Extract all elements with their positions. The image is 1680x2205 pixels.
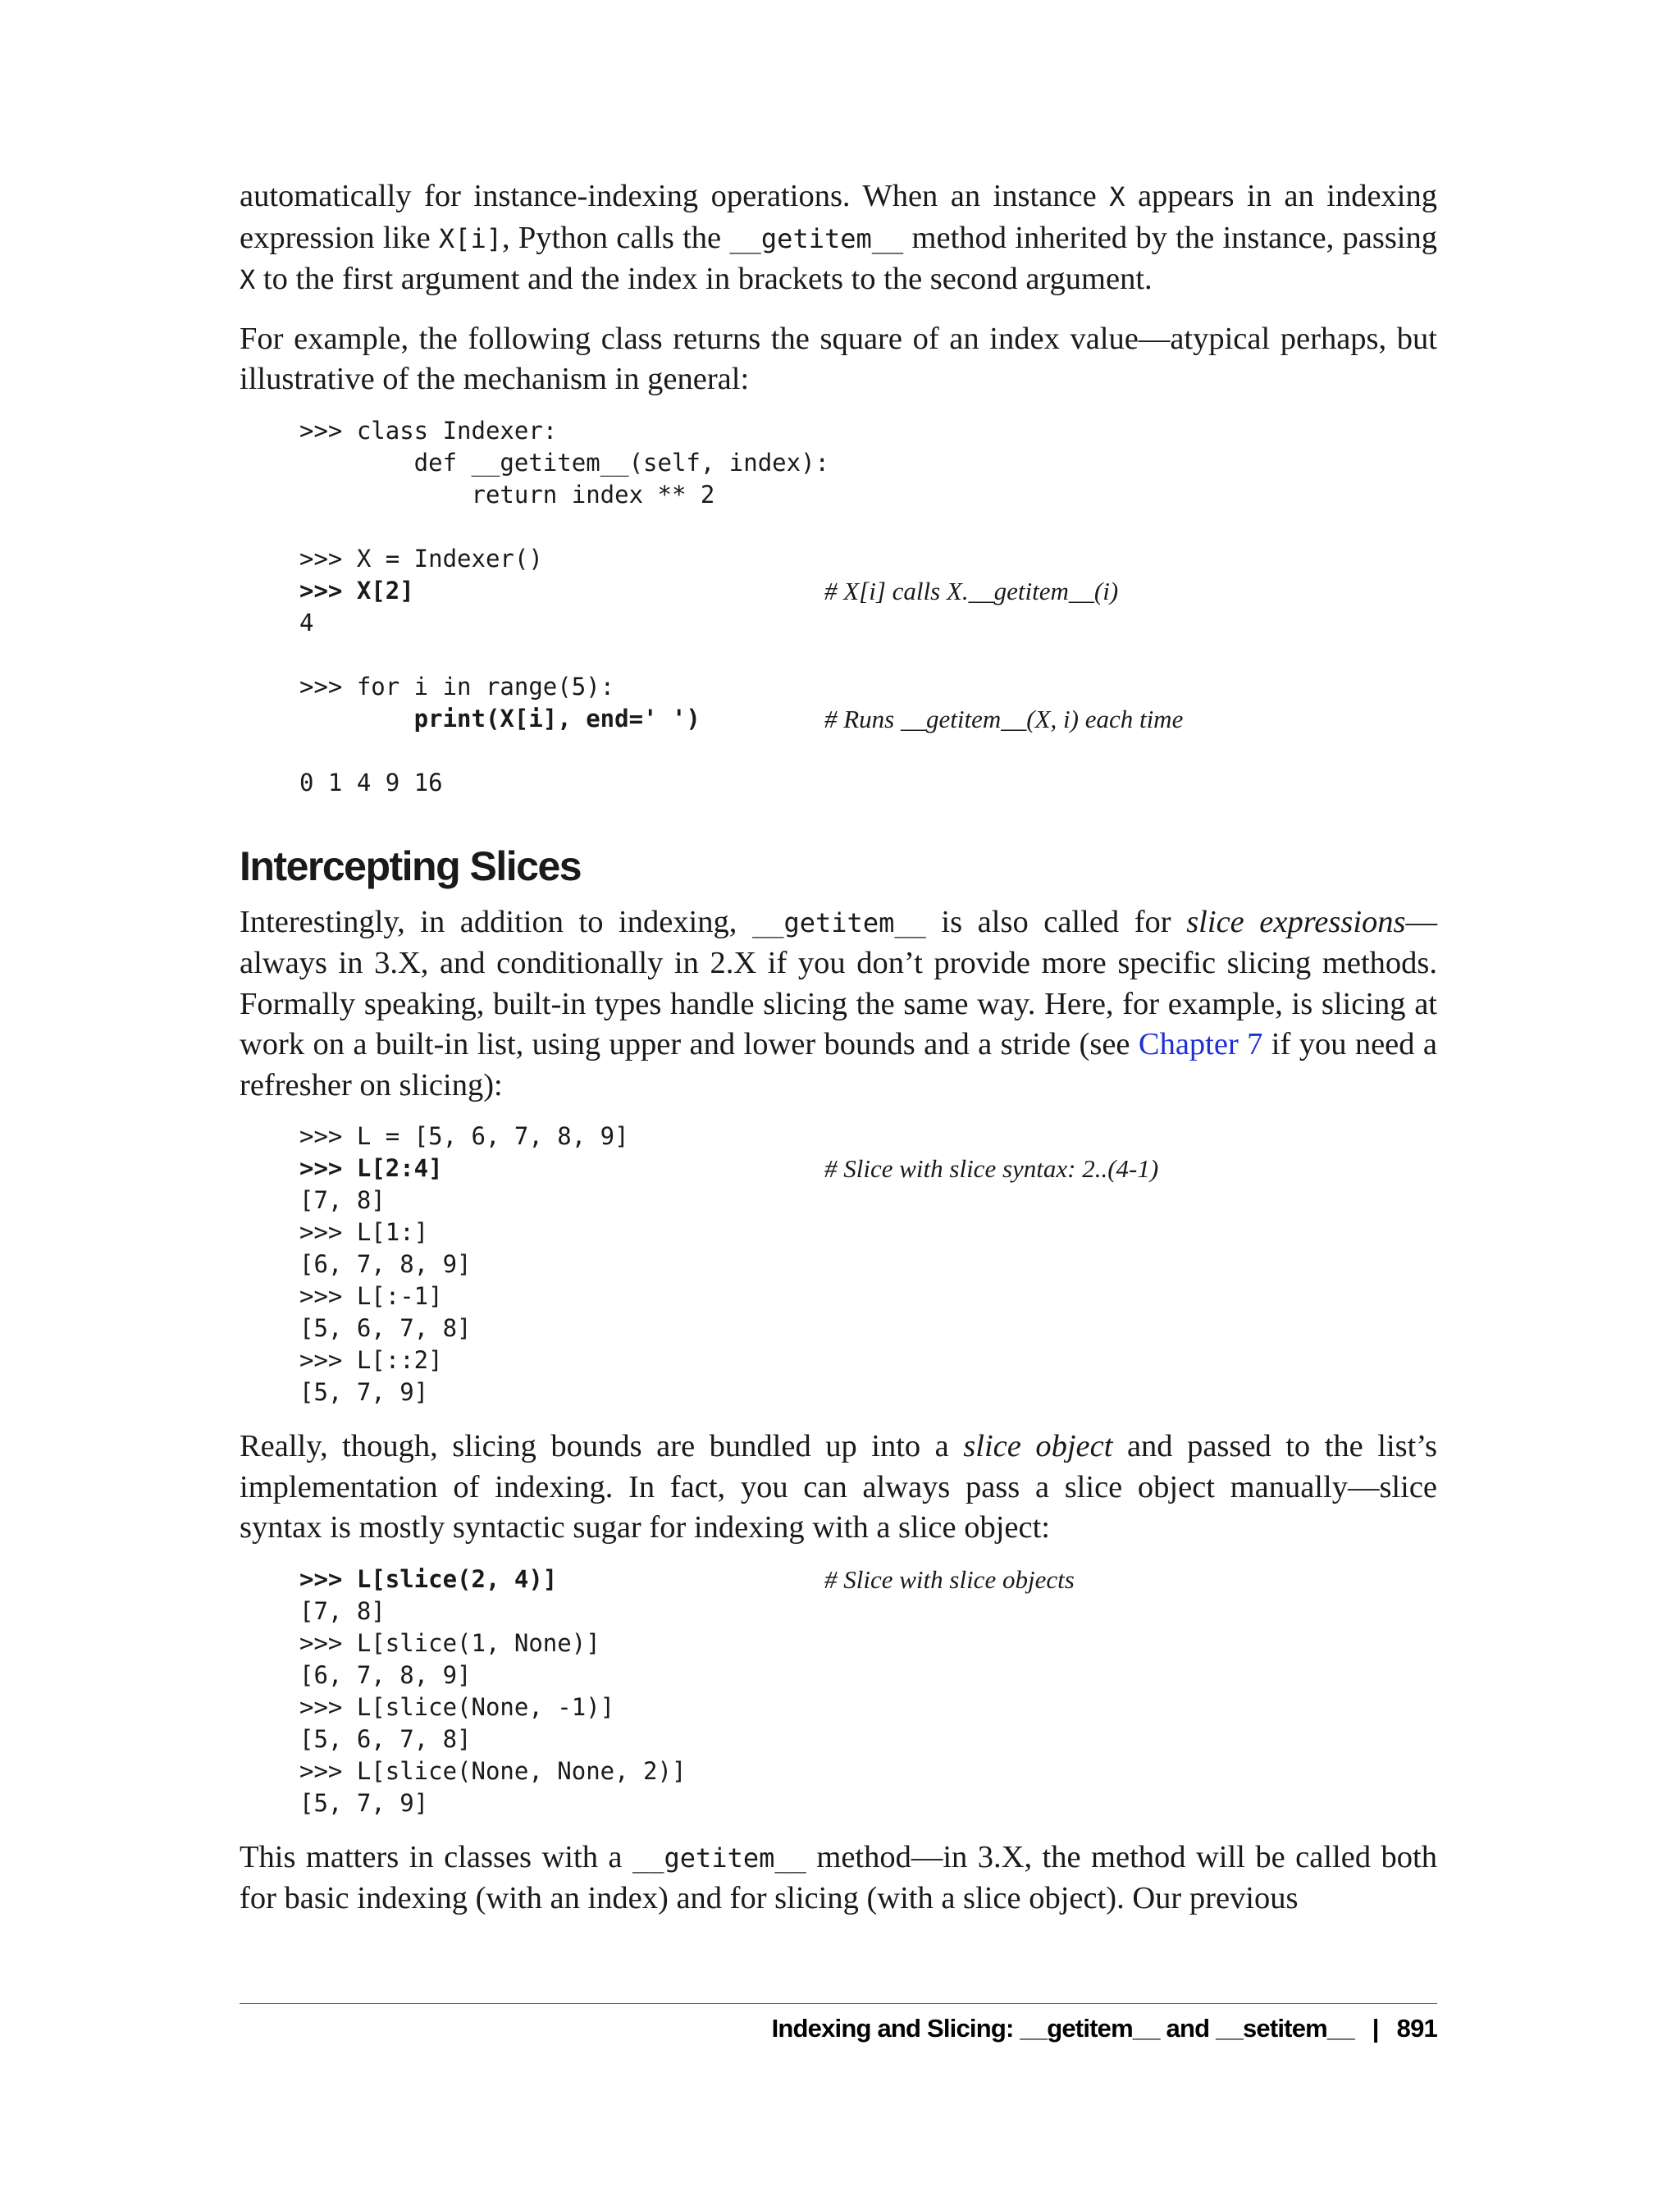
code-line: >>> L[slice(None, None, 2)] xyxy=(299,1756,687,1785)
running-section-title: Indexing and Slicing: __getitem__ and __setitem__ xyxy=(771,2014,1354,2043)
code-line: >>> class Indexer: xyxy=(299,416,558,445)
text: Really, though, slicing bounds are bundled up into a xyxy=(240,1429,964,1463)
emphasis-text: slice object xyxy=(963,1429,1113,1463)
code-output: [5, 7, 9] xyxy=(299,1378,429,1406)
inline-code: X xyxy=(1109,181,1125,212)
inline-code: __getitem__ xyxy=(751,906,926,938)
code-line: >>> L[:-1] xyxy=(299,1282,443,1310)
footer-separator: | xyxy=(1372,2014,1379,2043)
code-output: [7, 8] xyxy=(299,1596,386,1625)
code-comment: # Slice with slice objects xyxy=(824,1564,1075,1594)
text: —always in 3.X, and conditionally in 2.X if you don’t provide more specific slicing methods. Formally speaking, built-in types handle slicing the same way. Here, for example, is slicing at work on a built-in list, using upper and lower bounds and a stride (see xyxy=(240,904,1438,1061)
code-command: >>> L[slice(2, 4)] xyxy=(299,1564,558,1593)
code-command: >>> L[2:4] xyxy=(299,1154,443,1182)
code-line: >>> for i in range(5): xyxy=(299,672,615,701)
code-line: def __getitem__(self, index): xyxy=(299,448,830,477)
code-block-list-slicing xyxy=(299,1121,1437,1408)
text: method inherited by the instance, passing xyxy=(903,220,1438,255)
code-line xyxy=(299,703,1437,735)
paragraph-getitem-classes xyxy=(240,1838,1437,1920)
section-heading: Intercepting Slices xyxy=(240,842,582,889)
code-output: 0 1 4 9 16 xyxy=(299,768,443,797)
code-line xyxy=(299,1153,1437,1185)
code-line: >>> L[::2] xyxy=(299,1346,443,1374)
code-output: [5, 6, 7, 8] xyxy=(299,1314,472,1342)
code-line: >>> L[slice(None, -1)] xyxy=(299,1692,615,1721)
code-comment: # Slice with slice syntax: 2..(4-1) xyxy=(824,1154,1159,1183)
code-line xyxy=(299,1564,1437,1596)
code-blank-line xyxy=(299,511,1437,543)
code-line: >>> L[slice(1, None)] xyxy=(299,1628,600,1657)
text: automatically for instance-indexing operations. When an instance xyxy=(240,179,1110,213)
code-output: [6, 7, 8, 9] xyxy=(299,1250,472,1278)
code-line: return index ** 2 xyxy=(299,480,715,509)
text: Interestingly, in addition to indexing, xyxy=(240,904,752,939)
text: This matters in classes with a xyxy=(240,1839,632,1874)
code-blank-line xyxy=(299,735,1437,767)
page-footer xyxy=(772,2014,1437,2043)
code-comment: # Runs __getitem__(X, i) each time xyxy=(824,704,1184,733)
code-line: >>> X = Indexer() xyxy=(299,544,543,573)
paragraph-getitem-intro xyxy=(240,176,1437,301)
text: if you need a refresher on slicing): xyxy=(240,1027,1437,1102)
text: and passed to the list’s implementation of indexing. In fact, you can always pass a slice object manually—slice syntax is mostly syntactic sugar for indexing with a slice object: xyxy=(240,1429,1437,1545)
inline-code: __getitem__ xyxy=(729,222,904,254)
code-output: [7, 8] xyxy=(299,1186,386,1214)
code-line: >>> L = [5, 6, 7, 8, 9] xyxy=(299,1122,629,1150)
page-body xyxy=(240,176,1437,1920)
code-block-slice-objects xyxy=(299,1564,1437,1819)
text: method—in 3.X, the method will be called both for basic indexing (with an index) and for slicing (with a slice object). Our previous xyxy=(240,1839,1437,1915)
code-line: >>> L[1:] xyxy=(299,1218,429,1246)
code-line xyxy=(299,575,1437,607)
emphasis-text: slice expressions xyxy=(1186,904,1406,939)
paragraph-slicing-intro xyxy=(240,902,1437,1107)
code-block-indexer xyxy=(299,415,1437,799)
code-command: print(X[i], end=' ') xyxy=(299,704,701,733)
inline-code: __getitem__ xyxy=(632,1842,806,1874)
text: is also called for xyxy=(925,904,1187,939)
code-output: [5, 7, 9] xyxy=(299,1788,429,1817)
footer-divider xyxy=(240,2003,1437,2004)
text: appears in an indexing expression like xyxy=(240,179,1437,255)
code-output: [6, 7, 8, 9] xyxy=(299,1660,472,1689)
inline-code: X[i] xyxy=(438,222,502,254)
code-command: >>> X[2] xyxy=(299,576,414,605)
code-output: 4 xyxy=(299,608,314,637)
inline-code: X xyxy=(240,264,256,295)
text: to the first argument and the index in brackets to the second argument. xyxy=(255,262,1153,296)
code-output: [5, 6, 7, 8] xyxy=(299,1724,472,1753)
code-comment: # X[i] calls X.__getitem__(i) xyxy=(824,576,1119,605)
code-blank-line xyxy=(299,639,1437,671)
text: , Python calls the xyxy=(501,220,730,255)
paragraph-example-intro: For example, the following class returns the square of an index value—atypical perhaps, but illustrative of the mechanism in general: xyxy=(240,321,1437,396)
chapter-7-link[interactable]: Chapter 7 xyxy=(1138,1027,1263,1061)
paragraph-slice-object xyxy=(240,1427,1437,1549)
page-number: 891 xyxy=(1396,2014,1437,2043)
